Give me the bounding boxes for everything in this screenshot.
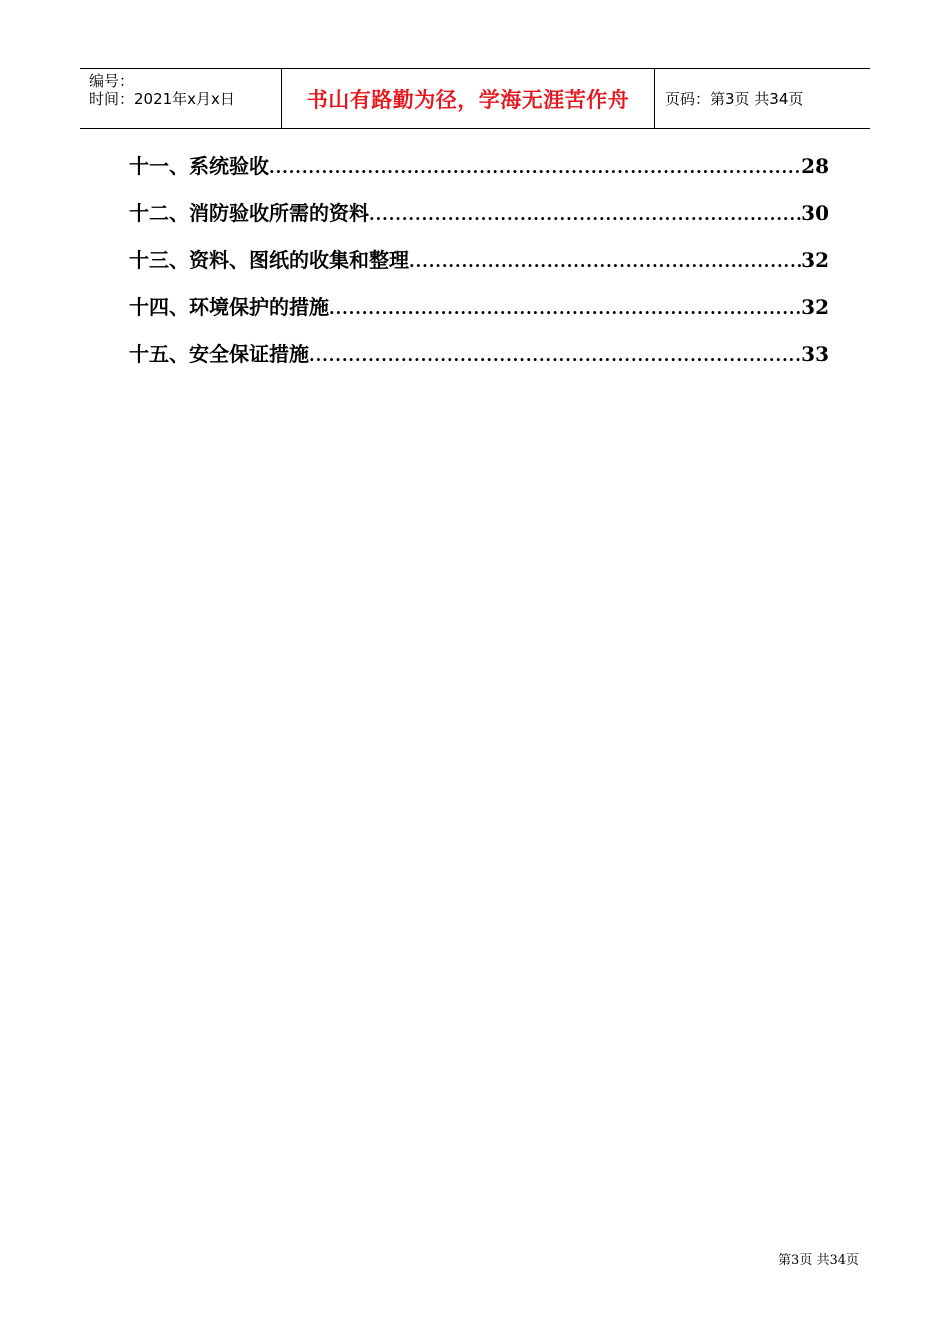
header-motto-cell bbox=[282, 69, 655, 128]
header-page-info bbox=[655, 69, 870, 128]
toc-leader-dots bbox=[329, 299, 801, 318]
page-header bbox=[80, 68, 870, 129]
toc-entry[interactable] bbox=[129, 244, 829, 291]
page-footer bbox=[778, 1249, 859, 1268]
toc-leader-dots bbox=[269, 158, 801, 177]
toc-entry[interactable] bbox=[129, 197, 829, 244]
table-of-contents bbox=[129, 150, 829, 385]
toc-entry-page: 28 bbox=[801, 154, 829, 178]
toc-leader-dots bbox=[309, 346, 801, 365]
time-label: 时间：2021年x月x日 bbox=[89, 90, 235, 108]
toc-entry-title: 十二、消防验收所需的资料 bbox=[129, 201, 369, 225]
toc-entry[interactable] bbox=[129, 150, 829, 197]
toc-entry-page: 32 bbox=[801, 248, 829, 272]
toc-entry-title: 十一、系统验收 bbox=[129, 154, 269, 178]
toc-entry-page: 33 bbox=[801, 342, 829, 366]
toc-entry[interactable] bbox=[129, 291, 829, 338]
toc-entry-page: 30 bbox=[801, 201, 829, 225]
number-label: 编号： bbox=[89, 72, 135, 90]
toc-entry-title: 十四、环境保护的措施 bbox=[129, 295, 329, 319]
page-info-text: 页码：第3页 共34页 bbox=[665, 90, 804, 108]
toc-entry-title: 十五、安全保证措施 bbox=[129, 342, 309, 366]
toc-entry-page: 32 bbox=[801, 295, 829, 319]
toc-entry[interactable] bbox=[129, 338, 829, 385]
motto-text: 书山有路勤为径，学海无涯苦作舟 bbox=[306, 87, 630, 112]
footer-page-number: 第3页 共34页 bbox=[778, 1253, 859, 1268]
toc-entry-title: 十三、资料、图纸的收集和整理 bbox=[129, 248, 409, 272]
toc-leader-dots bbox=[409, 252, 801, 271]
header-meta bbox=[80, 69, 282, 128]
toc-leader-dots bbox=[369, 205, 801, 224]
